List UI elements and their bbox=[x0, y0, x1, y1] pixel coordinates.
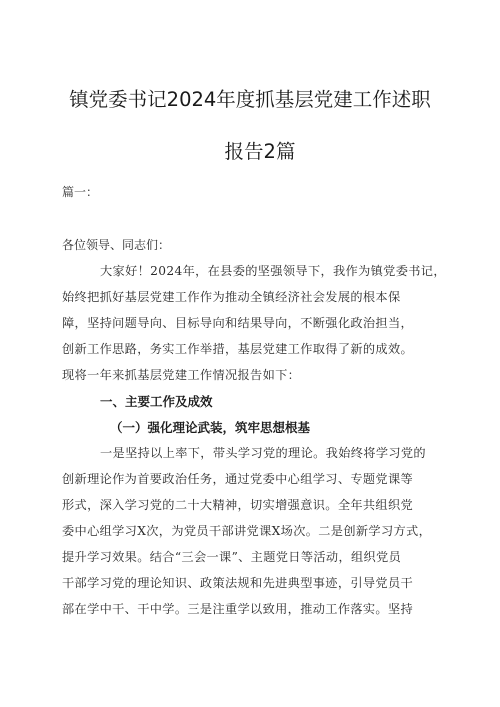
body-line: 一是坚持以上率下，带头学习党的理论。我始终将学习党的 bbox=[100, 446, 426, 460]
section-heading: 一、主要工作及成效 bbox=[100, 394, 213, 409]
body-line: 部在学中干、干中学。三是注重学以致用，推动工作落实。坚持 bbox=[62, 602, 414, 616]
body-line: 创新理论作为首要政治任务，通过党委中心组学习、专题党课等 bbox=[62, 472, 414, 486]
subsection-heading: （一）强化理论武装，筑牢思想根基 bbox=[110, 420, 311, 435]
body-line: 干部学习党的理论知识、政策法规和先进典型事迹，引导党员干 bbox=[62, 576, 414, 590]
intro-line: 现将一年来抓基层党建工作情况报告如下： bbox=[62, 368, 301, 382]
body-line: 委中心组学习X次，为党员干部讲党课X场次。二是创新学习方式， bbox=[62, 524, 432, 538]
intro-line: 创新工作思路，务实工作举措，基层党建工作取得了新的成效。 bbox=[62, 342, 414, 356]
intro-line: 障，坚持问题导向、目标导向和结果导向，不断强化政治担当， bbox=[62, 316, 414, 330]
intro-line: 大家好！2024年，在县委的坚强领导下，我作为镇党委书记， bbox=[100, 264, 446, 278]
part-label: 篇一： bbox=[62, 185, 99, 199]
salutation: 各位领导、同志们： bbox=[62, 238, 171, 252]
body-line: 提升学习效果。结合“三会一课”、主题党日等活动，组织党员 bbox=[62, 550, 402, 564]
body-line: 形式，深入学习党的二十大精神，切实增强意识。全年共组织党 bbox=[62, 498, 414, 512]
intro-line: 始终把抓好基层党建工作作为推动全镇经济社会发展的根本保 bbox=[62, 290, 401, 304]
document-title-line-2: 报告2篇 bbox=[224, 140, 296, 163]
document-title-line-1: 镇党委书记2024年度抓基层党建工作述职 bbox=[69, 88, 431, 111]
